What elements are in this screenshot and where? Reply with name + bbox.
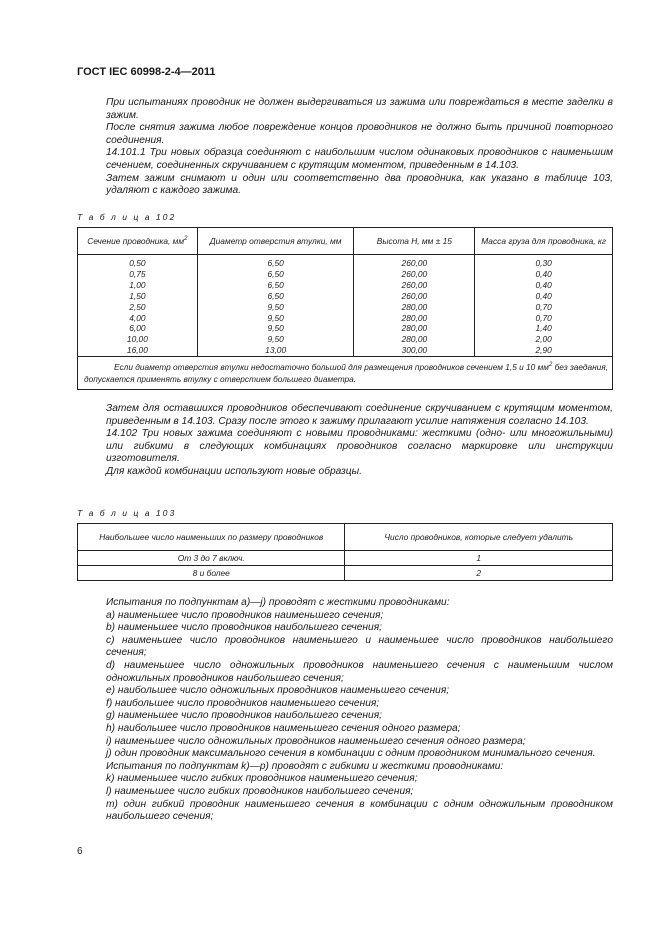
- table-note: Если диаметр отверстия втулки недостаточно большой для размещения проводников сечением 1,5 и 10 $мм^2$ без заедания, допускается применять втулку с отверстием большего диаметра.: [78, 357, 613, 390]
- table-header-row: [78, 228, 613, 255]
- table-cell: 1: [345, 551, 613, 566]
- paragraph: 14.102 Три новых зажима соединяют с новыми проводниками: жесткими (одно- или многожильными) или гибкими в следующих комбинациях проводников согласно маркировке или инструкции изготовителя.: [106, 428, 613, 465]
- list-item: e) наибольшее число одножильных проводников наименьшего сечения;: [106, 685, 450, 697]
- paragraph: 14.101.1 Три новых образца соединяют с наибольшим числом одинаковых проводников с наименьшим сечением, соединенных скручиванием с крутящим моментом, приведенным в 14.103.: [106, 147, 613, 171]
- list-item: m) один гибкий проводник наименьшего сечения в комбинации с одним одножильным проводником наибольшего сечения;: [106, 798, 613, 823]
- table-header-cell: Масса груза для проводника, кг: [475, 228, 613, 255]
- table-103-caption: Т а б л и ц а 103: [77, 508, 177, 518]
- page-number: 6: [77, 846, 83, 857]
- list-item: i) наименьшее число одножильных проводников наименьшего сечения одного размера;: [106, 735, 526, 747]
- list-item: d) наименьшее число одножильных проводников наименьшего сечения с наименьшим числом одножильных проводников наибольшего сечения;: [106, 659, 613, 684]
- list-item: j) один проводник максимального сечения в комбинации с одним проводником минимального сечения.: [106, 748, 596, 760]
- bushing-diameter-column: 6,50 6,50 6,50 6,50 9,50 9,50 9,50 9,50 13,00: [197, 255, 354, 357]
- list-item: a) наименьшее число проводников наименьшего сечения;: [106, 609, 384, 621]
- table-cell: 8 и более: [78, 566, 345, 581]
- paragraph: Испытания по подпунктам а)—j) проводят с жесткими проводниками:: [106, 597, 450, 608]
- table-header-cell: Число проводников, которые следует удалить: [345, 524, 613, 551]
- paragraph: При испытаниях проводник не должен выдергиваться из зажима или повреждаться в месте заделки в зажим.: [106, 97, 613, 121]
- paragraph-group-top: [77, 97, 613, 198]
- paragraph-group-middle: [77, 403, 613, 479]
- list-item: h) наибольшее число проводников наименьшего сечения одного размера;: [106, 722, 461, 734]
- paragraph-group-bottom: [77, 597, 613, 824]
- table-102: [77, 227, 613, 390]
- list-item: l) наименьшее число гибких проводников наибольшего сечения;: [106, 785, 414, 797]
- cross-section-column: 0,50 0,75 1,00 1,50 2,50 4,00 6,00 10,00 16,00: [78, 255, 198, 357]
- table-103: [77, 523, 613, 581]
- table-header-row: [78, 524, 613, 551]
- height-column: 260,00 260,00 260,00 260,00 280,00 280,00 280,00 280,00 300,00: [354, 255, 475, 357]
- table-cell: От 3 до 7 включ.: [78, 551, 345, 566]
- table-cell: 2: [345, 566, 613, 581]
- paragraph: Затем зажим снимают и один или соответственно два проводника, как указано в таблице 103, удаляют с каждого зажима.: [106, 172, 613, 197]
- table-header-cell: Диаметр отверстия втулки, мм: [197, 228, 354, 255]
- table-header-cell: Сечение проводника, $мм^2$: [78, 228, 198, 255]
- list-item: b) наименьшее число проводников наибольшего сечения;: [106, 622, 382, 634]
- table-note-row: [78, 357, 613, 390]
- paragraph: Для каждой комбинации используют новые образцы.: [106, 465, 362, 477]
- paragraph: Затем для оставшихся проводников обеспечивают соединение скручиванием с крутящим моментом, приведенным в 14.103. Сразу после этого к зажиму прилагают усилие натяжения согласно 14.103.: [106, 403, 613, 427]
- list-item: k) наименьшее число гибких проводников наименьшего сечения;: [106, 773, 418, 785]
- list-item: f) наибольшее число проводников наименьшего сечения;: [106, 697, 380, 709]
- weight-column: 0,30 0,40 0,40 0,40 0,70 0,70 1,40 2,00 2,90: [475, 255, 613, 357]
- table-102-caption: Т а б л и ц а 102: [77, 212, 177, 222]
- table-header-cell: Высота H, мм ± 15: [354, 228, 475, 255]
- table-data-row: [78, 255, 613, 357]
- paragraph: После снятия зажима любое повреждение концов проводников не должно быть причиной повторного соединения.: [106, 122, 613, 146]
- list-item: g) наименьшее число проводников наибольшего сечения;: [106, 710, 382, 722]
- document-header: ГОСТ IEC 60998-2-4—2011: [77, 66, 216, 78]
- table-header-cell: Наибольшее число наименьших по размеру проводников: [78, 524, 345, 551]
- table-row: [78, 551, 613, 566]
- paragraph: Испытания по подпунктам k)—p) проводят с гибкими и жесткими проводниками:: [106, 760, 504, 772]
- table-row: [78, 566, 613, 581]
- list-item: c) наименьшее число проводников наименьшего и наименьшее число проводников наибольшего сечения;: [106, 634, 613, 659]
